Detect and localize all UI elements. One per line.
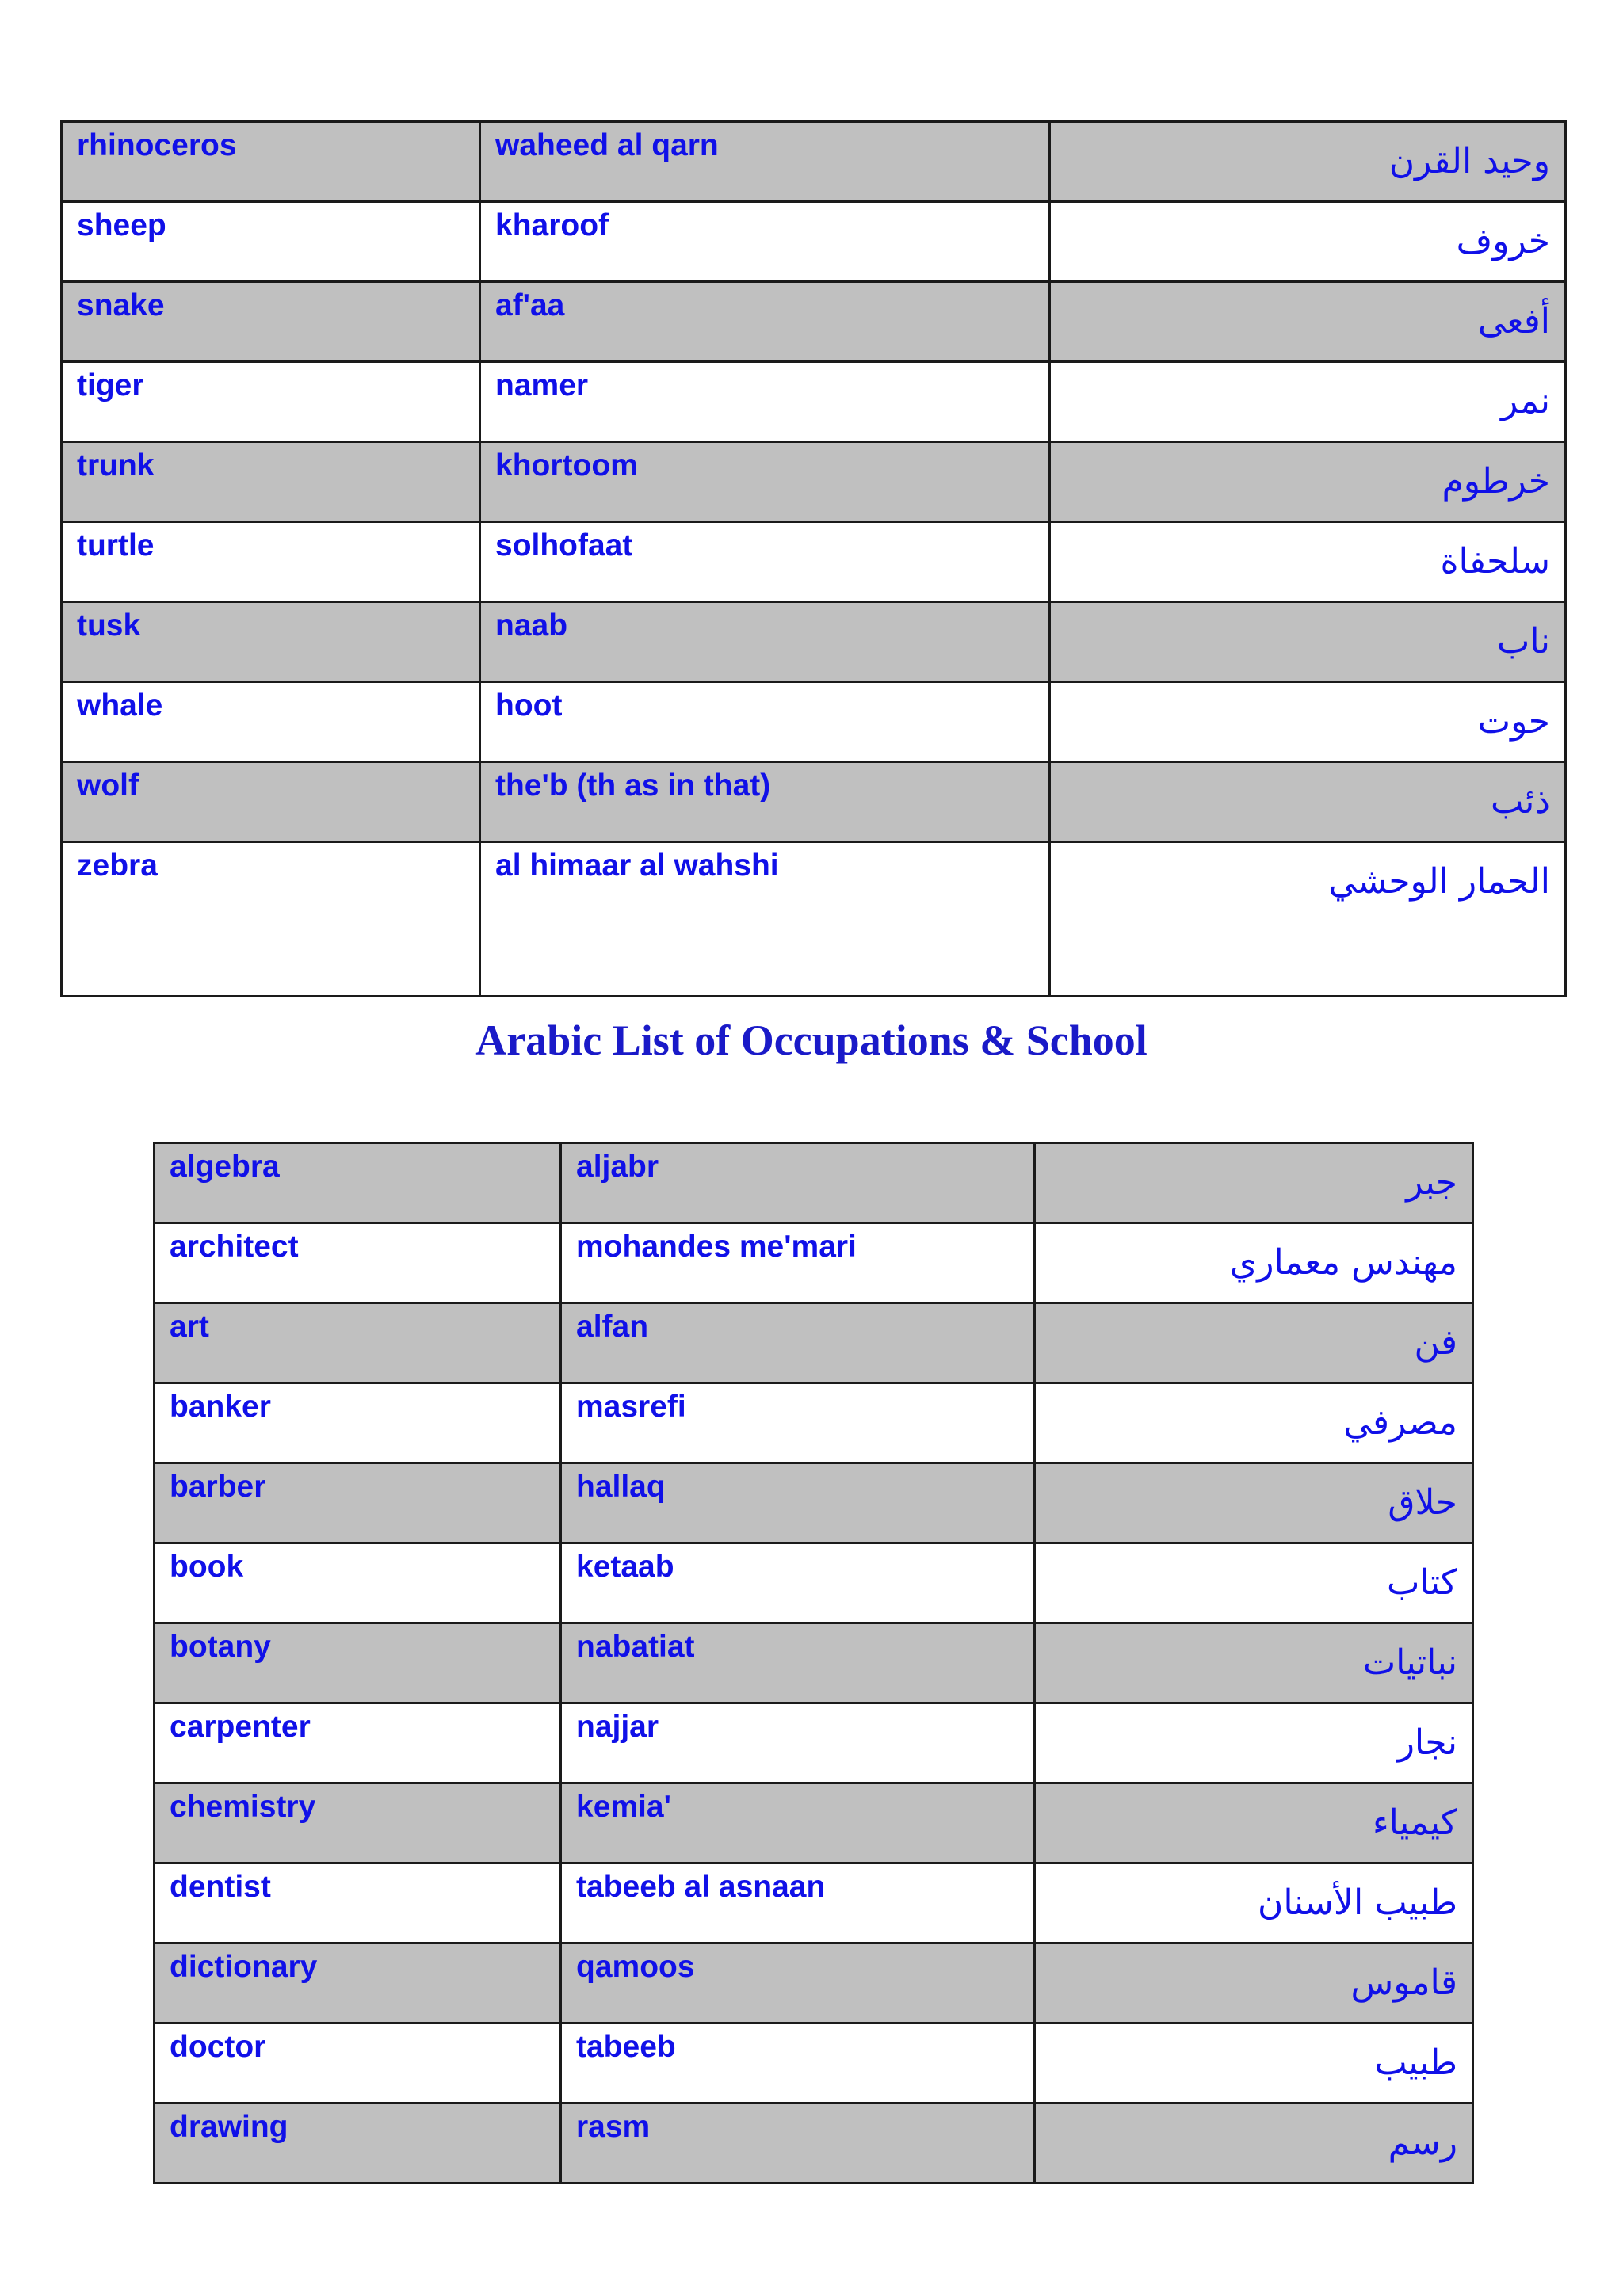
transliteration-cell: alfan (561, 1303, 1035, 1383)
table-row (62, 682, 1566, 762)
arabic-word-cell: ناب (1050, 602, 1566, 682)
english-word-cell: chemistry (155, 1783, 561, 1863)
transliteration-cell: af'aa (480, 282, 1050, 362)
transliteration-cell: waheed al qarn (480, 122, 1050, 202)
transliteration-cell: tabeeb al asnaan (561, 1863, 1035, 1943)
transliteration-cell: kemia' (561, 1783, 1035, 1863)
transliteration-cell: al himaar al wahshi (480, 842, 1050, 997)
arabic-word-cell: الحمار الوحشي (1050, 842, 1566, 997)
arabic-word-cell: خرطوم (1050, 442, 1566, 522)
arabic-word-cell: ذئب (1050, 762, 1566, 842)
arabic-word-cell: طبيب الأسنان (1035, 1863, 1473, 1943)
table-row (155, 1303, 1473, 1383)
animals-table-body (62, 122, 1566, 997)
arabic-word-cell: حلاق (1035, 1463, 1473, 1543)
transliteration-cell: hallaq (561, 1463, 1035, 1543)
table-row (155, 2103, 1473, 2183)
arabic-word-cell: مصرفي (1035, 1383, 1473, 1463)
english-word-cell: sheep (62, 202, 480, 282)
occupations-table-body (155, 1143, 1473, 2183)
arabic-word-cell: رسم (1035, 2103, 1473, 2183)
animals-vocab-table (60, 120, 1567, 997)
table-row (62, 282, 1566, 362)
arabic-word-cell: فن (1035, 1303, 1473, 1383)
english-word-cell: doctor (155, 2023, 561, 2103)
transliteration-cell: hoot (480, 682, 1050, 762)
transliteration-cell: ketaab (561, 1543, 1035, 1623)
arabic-word-cell: سلحفاة (1050, 522, 1566, 602)
transliteration-cell: najjar (561, 1703, 1035, 1783)
english-word-cell: carpenter (155, 1703, 561, 1783)
english-word-cell: algebra (155, 1143, 561, 1223)
arabic-word-cell: وحيد القرن (1050, 122, 1566, 202)
english-word-cell: trunk (62, 442, 480, 522)
table-row (62, 522, 1566, 602)
english-word-cell: barber (155, 1463, 561, 1543)
english-word-cell: botany (155, 1623, 561, 1703)
transliteration-cell: kharoof (480, 202, 1050, 282)
english-word-cell: dentist (155, 1863, 561, 1943)
arabic-word-cell: نجار (1035, 1703, 1473, 1783)
english-word-cell: banker (155, 1383, 561, 1463)
arabic-word-cell: جبر (1035, 1143, 1473, 1223)
english-word-cell: architect (155, 1223, 561, 1303)
english-word-cell: turtle (62, 522, 480, 602)
arabic-word-cell: حوت (1050, 682, 1566, 762)
table-row (155, 1863, 1473, 1943)
table-row (62, 122, 1566, 202)
english-word-cell: book (155, 1543, 561, 1623)
transliteration-cell: nabatiat (561, 1623, 1035, 1703)
arabic-word-cell: نباتيات (1035, 1623, 1473, 1703)
transliteration-cell: namer (480, 362, 1050, 442)
transliteration-cell: mohandes me'mari (561, 1223, 1035, 1303)
table-row (62, 362, 1566, 442)
table-row (155, 1703, 1473, 1783)
arabic-word-cell: مهندس معماري (1035, 1223, 1473, 1303)
english-word-cell: whale (62, 682, 480, 762)
transliteration-cell: masrefi (561, 1383, 1035, 1463)
transliteration-cell: tabeeb (561, 2023, 1035, 2103)
table-row (62, 842, 1566, 997)
english-word-cell: tiger (62, 362, 480, 442)
arabic-word-cell: طبيب (1035, 2023, 1473, 2103)
transliteration-cell: khortoom (480, 442, 1050, 522)
transliteration-cell: rasm (561, 2103, 1035, 2183)
transliteration-cell: aljabr (561, 1143, 1035, 1223)
table-row (155, 1223, 1473, 1303)
section-title: Arabic List of Occupations & School (475, 1016, 1148, 1064)
transliteration-cell: naab (480, 602, 1050, 682)
english-word-cell: zebra (62, 842, 480, 997)
english-word-cell: wolf (62, 762, 480, 842)
occupations-vocab-table (153, 1142, 1474, 2184)
english-word-cell: dictionary (155, 1943, 561, 2023)
table-row (155, 1623, 1473, 1703)
table-row (155, 1783, 1473, 1863)
table-row (155, 1543, 1473, 1623)
transliteration-cell: solhofaat (480, 522, 1050, 602)
transliteration-cell: qamoos (561, 1943, 1035, 2023)
table-row (62, 762, 1566, 842)
transliteration-cell: the'b (th as in that) (480, 762, 1050, 842)
english-word-cell: art (155, 1303, 561, 1383)
table-row (62, 202, 1566, 282)
arabic-word-cell: نمر (1050, 362, 1566, 442)
table-row (155, 1143, 1473, 1223)
table-row (155, 1463, 1473, 1543)
english-word-cell: drawing (155, 2103, 561, 2183)
arabic-word-cell: كتاب (1035, 1543, 1473, 1623)
table-row (155, 1383, 1473, 1463)
table-row (155, 1943, 1473, 2023)
table-row (155, 2023, 1473, 2103)
table-row (62, 442, 1566, 522)
arabic-word-cell: كيمياء (1035, 1783, 1473, 1863)
arabic-word-cell: أفعى (1050, 282, 1566, 362)
arabic-word-cell: خروف (1050, 202, 1566, 282)
english-word-cell: tusk (62, 602, 480, 682)
arabic-word-cell: قاموس (1035, 1943, 1473, 2023)
english-word-cell: rhinoceros (62, 122, 480, 202)
table-row (62, 602, 1566, 682)
english-word-cell: snake (62, 282, 480, 362)
